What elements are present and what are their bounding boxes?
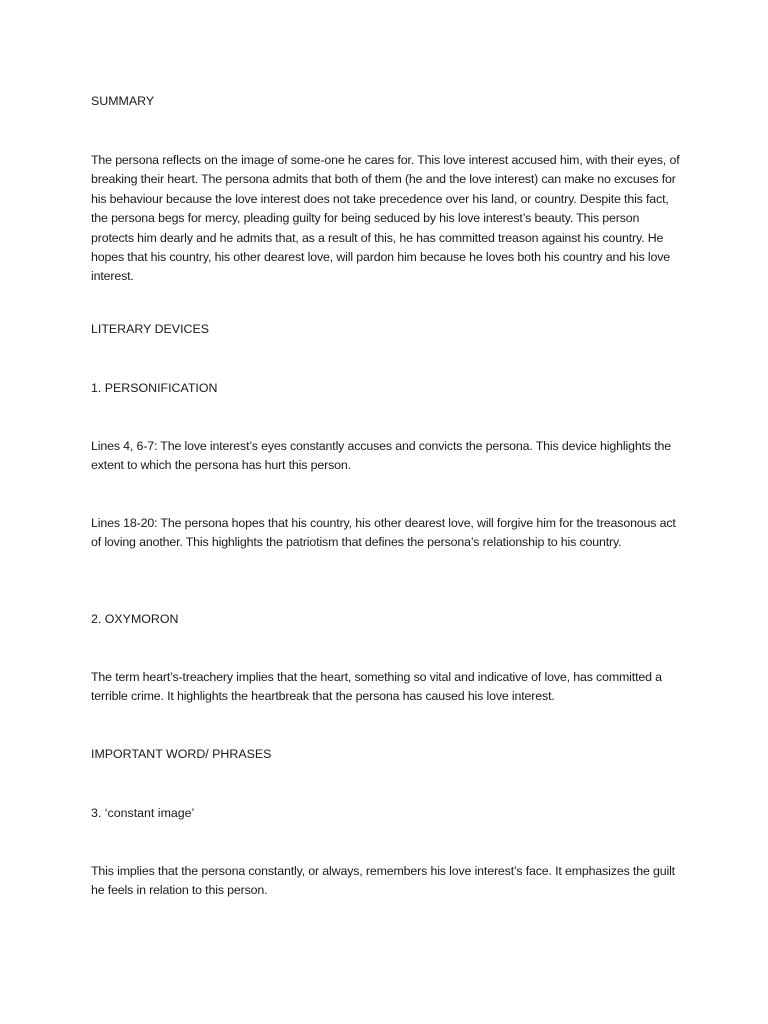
personification-heading: 1. PERSONIFICATION (91, 381, 218, 395)
personification-paragraph-2: Lines 18-20: The persona hopes that his country, his other dearest love, will forgive him for the treasonous act of loving another. This highlights the patriotism that defines the persona’s relationship to his country. (91, 516, 676, 550)
constant-image-heading: 3. ‘constant image’ (91, 806, 195, 820)
summary-paragraph: The persona reflects on the image of some-one he cares for. This love interest accused him, with their eyes, of breaking their heart. The persona admits that both of them (he and the love interest) can make no excuses for his behaviour because the love interest does not take precedence over his land, or country. Despite this fact, the persona begs for mercy, pleading guilty for being seduced by his love interest’s beauty. This person protects him dearly and he admits that, as a result of this, he has committed treason against his country. He hopes that his country, his other dearest love, will pardon him because he loves both his country and his love interest. (91, 153, 680, 284)
literary-devices-heading: LITERARY DEVICES (91, 322, 209, 336)
summary-heading: SUMMARY (91, 94, 155, 108)
oxymoron-heading: 2. OXYMORON (91, 612, 179, 626)
personification-paragraph-1: Lines 4, 6-7: The love interest’s eyes constantly accuses and convicts the persona. This device highlights the extent to which the persona has hurt this person. (91, 439, 671, 473)
important-words-heading: IMPORTANT WORD/ PHRASES (91, 747, 272, 761)
constant-image-paragraph: This implies that the persona constantly, or always, remembers his love interest’s face. It emphasizes the guilt he feels in relation to this person. (91, 864, 675, 898)
oxymoron-paragraph: The term heart’s-treachery implies that the heart, something so vital and indicative of love, has committed a terrible crime. It highlights the heartbreak that the persona has caused his love interest. (91, 670, 662, 704)
